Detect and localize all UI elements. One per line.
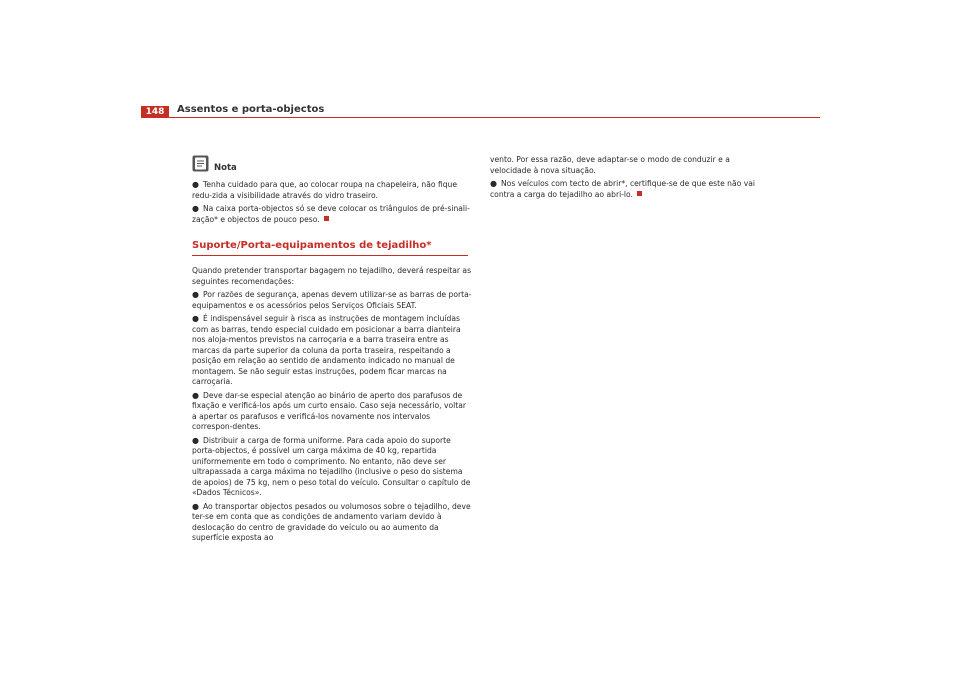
section-item-text: Distribuir a carga de forma uniforme. Para cada apoio do suporte porta-objectos, é possível um carga máxima de 40 kg, repartida uniformemente em todo o comprimento. No entanto, não deve ser ultrapassada a carga máxima no tejadilho (inclusive o peso do sistema de apoios) de 75 kg, nem o peso total do veículo. Consultar o capítulo de «Dados Técnicos». (192, 435, 471, 497)
bullet-icon: ● (192, 180, 199, 189)
note-item-text: Na caixa porta-objectos só se deve colocar os triângulos de pré-sinali-zação* e objectos de pouco peso. (192, 204, 470, 224)
page-number: 148 (141, 106, 169, 118)
bullet-icon: ● (192, 314, 199, 323)
right-column (490, 155, 770, 200)
header-rule (141, 117, 820, 118)
note-item-text: Tenha cuidado para que, ao colocar roupa na chapeleira, não fique redu-zida a visibilidade através do vidro traseiro. (192, 180, 458, 200)
end-of-section-icon (637, 191, 642, 196)
section-item (192, 436, 472, 499)
bullet-icon: ● (490, 179, 497, 188)
end-of-note-icon (324, 216, 329, 221)
section-item (192, 391, 472, 433)
section-item (192, 314, 472, 388)
bullet-icon: ● (192, 204, 199, 213)
note-heading (192, 161, 472, 177)
continuation-text: vento. Por essa razão, deve adaptar-se o modo de conduzir e a velocidade à nova situação. (490, 155, 730, 175)
section-rule (192, 255, 468, 256)
page-header-title: Assentos e porta-objectos (177, 104, 325, 115)
section-item (192, 502, 472, 544)
note-icon (192, 155, 209, 172)
bullet-icon: ● (192, 290, 199, 299)
bullet-icon: ● (192, 501, 199, 511)
right-item-text: Nos veículos com tecto de abrir*, certifique-se de que este não vai contra a carga do tejadilho ao abri-lo. (490, 179, 755, 199)
section-title: Suporte/Porta-equipamentos de tejadilho* (192, 240, 432, 251)
note-item (192, 180, 472, 201)
section-item-text: Por razões de segurança, apenas devem utilizar-se as barras de porta-equipamentos e os acessórios pelos Serviços Oficiais SEAT. (192, 290, 472, 310)
left-column (192, 161, 472, 544)
bullet-icon: ● (192, 435, 199, 445)
bullet-icon: ● (192, 390, 199, 400)
right-item (490, 179, 770, 200)
section-item (192, 290, 472, 311)
section-item-text: Ao transportar objectos pesados ou volumosos sobre o tejadilho, deve ter-se em conta que as condições de andamento variam devido à deslocação do centro de gravidade do veículo ou ao aumento da superfície exposta ao (192, 501, 471, 542)
section-item-text: É indispensável seguir à risca as instruções de montagem incluídas com as barras, tendo especial cuidado em posicionar a barra dianteira nos aloja-mentos previstos na carroçaria e a barra traseira entre as marcas da parte superior da coluna da porta traseira, respeitando a posição em relação ao sentido de andamento indicado no manual de montagem. Se não seguir estas instruções, podem ficar marcas na carroçaria. (192, 314, 461, 386)
section-intro: Quando pretender transportar bagagem no tejadilho, deverá respeitar as seguintes recomendações: (192, 266, 472, 286)
note-title: Nota (214, 163, 237, 173)
note-item (192, 204, 472, 225)
section-item-text: Deve dar-se especial atenção ao binário de aperto dos parafusos de fixação e verificá-los após um curto ensaio. Caso seja necessário, voltar a apertar os parafusos e verificá-los novamente nos intervalos correspon-dentes. (192, 390, 466, 431)
